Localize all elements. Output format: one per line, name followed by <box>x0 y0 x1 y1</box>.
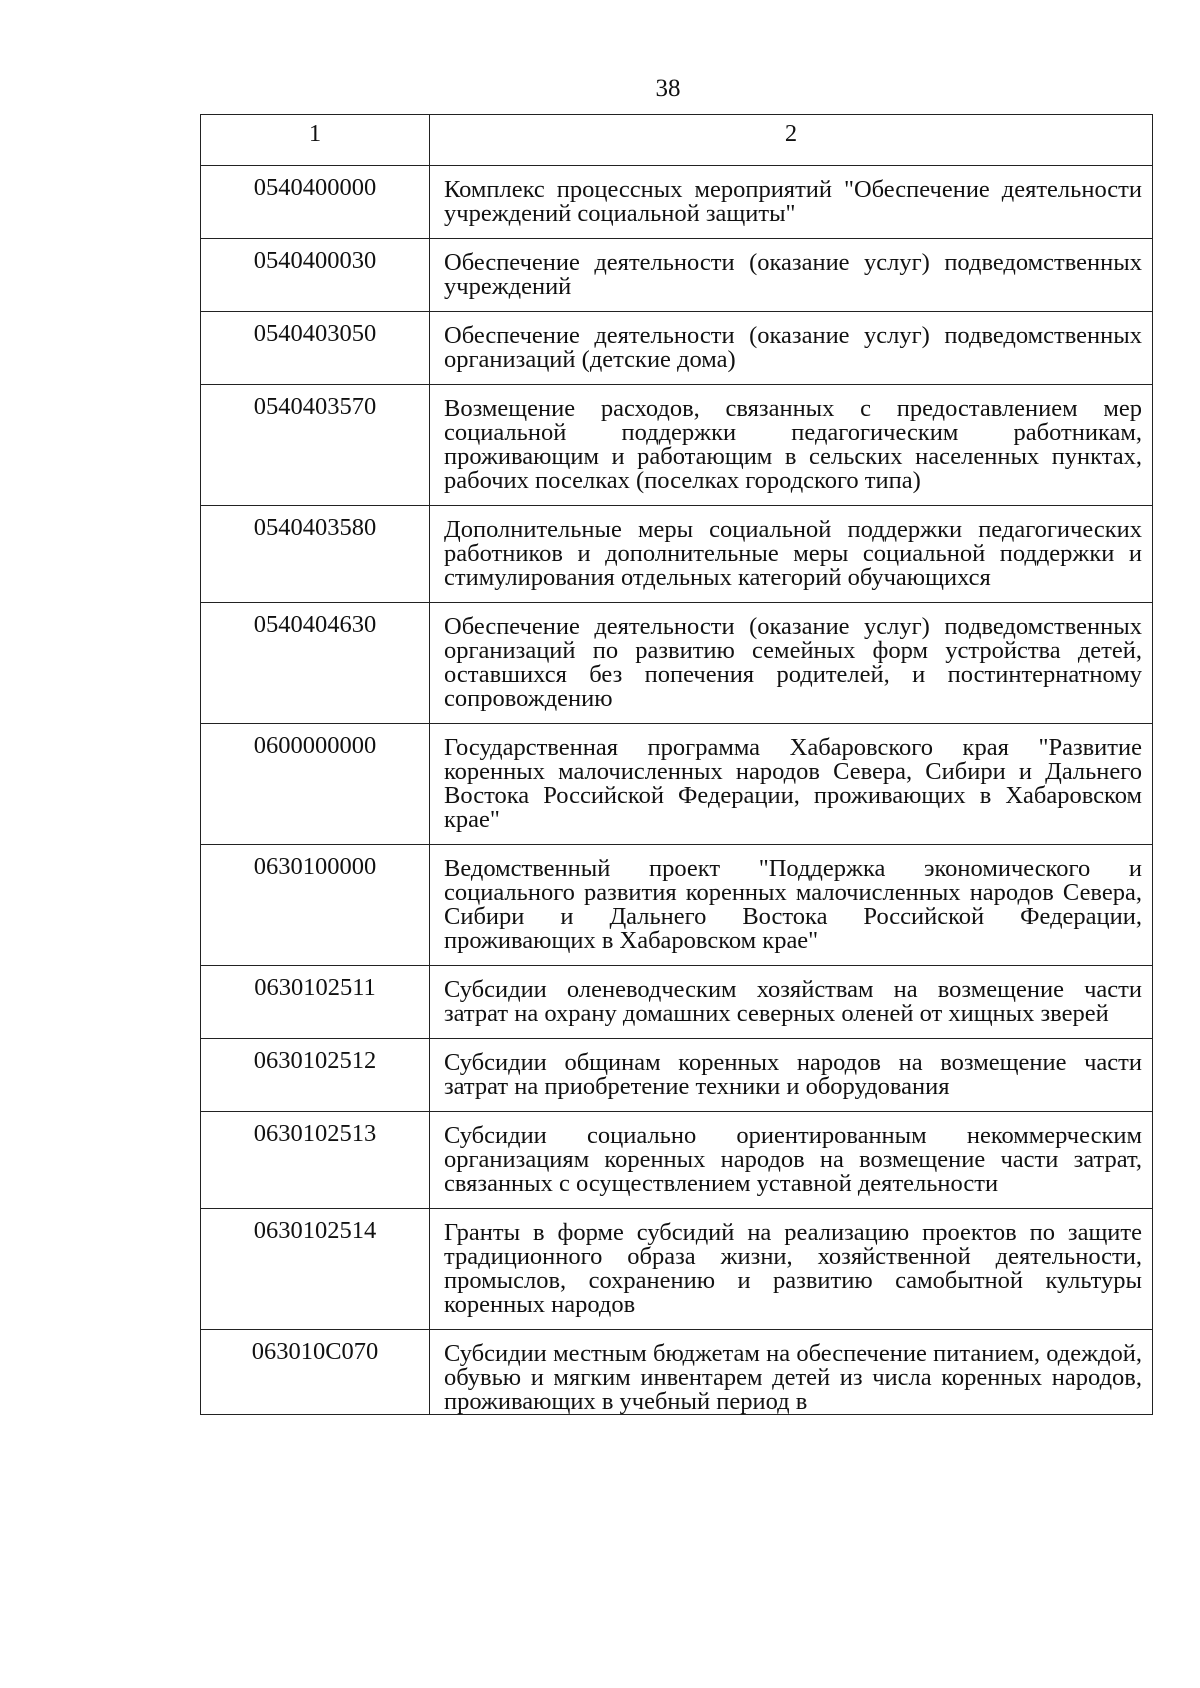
row-code: 0540403580 <box>201 506 430 603</box>
table-row <box>201 724 1153 845</box>
row-code: 0540400030 <box>201 239 430 312</box>
column-header-code: 1 <box>201 115 430 166</box>
row-description <box>430 845 1153 966</box>
table-row <box>201 1209 1153 1330</box>
row-description <box>430 1209 1153 1330</box>
row-description-text: Субсидии оленеводческим хозяйствам на возмещение части затрат на охрану домашних северных оленей от хищных зверей <box>444 976 1142 1027</box>
row-description-text: Обеспечение деятельности (оказание услуг) подведомственных учреждений <box>444 249 1142 300</box>
row-code: 0630102514 <box>201 1209 430 1330</box>
table-header-row <box>201 115 1153 166</box>
row-code: 0630102512 <box>201 1039 430 1112</box>
table-row <box>201 1112 1153 1209</box>
table-row <box>201 239 1153 312</box>
column-header-description: 2 <box>430 115 1153 166</box>
table-row <box>201 1330 1153 1415</box>
row-code: 063010С070 <box>201 1330 430 1415</box>
row-description <box>430 312 1153 385</box>
table-row <box>201 845 1153 966</box>
table-row <box>201 1039 1153 1112</box>
page-number: 38 <box>655 75 681 102</box>
row-description-text: Обеспечение деятельности (оказание услуг) подведомственных организаций по развитию семейных форм устройства детей, оставшихся без попечения родителей, и постинтернатному сопровождению <box>444 613 1142 712</box>
row-description-text: Государственная программа Хабаровского края "Развитие коренных малочисленных народов Севера, Сибири и Дальнего Востока Российской Федерации, проживающих в Хабаровском крае" <box>444 734 1142 833</box>
row-description-text: Субсидии местным бюджетам на обеспечение питанием, одеждой, обувью и мягким инвентарем детей из числа коренных народов, проживающих в учебный период в <box>444 1342 1142 1414</box>
row-description <box>430 166 1153 239</box>
row-description <box>430 239 1153 312</box>
table-row <box>201 385 1153 506</box>
row-description <box>430 385 1153 506</box>
row-code: 0540403050 <box>201 312 430 385</box>
table-row <box>201 506 1153 603</box>
row-description <box>430 724 1153 845</box>
table-row <box>201 966 1153 1039</box>
row-description <box>430 603 1153 724</box>
row-description <box>430 1330 1153 1415</box>
row-description-text: Дополнительные меры социальной поддержки педагогических работников и дополнительные меры социальной поддержки и стимулирования отдельных категорий обучающихся <box>444 516 1142 591</box>
row-description-text: Возмещение расходов, связанных с предоставлением мер социальной поддержки педагогическим работникам, проживающим и работающим в сельских населенных пунктах, рабочих поселках (поселках городского типа) <box>444 395 1142 494</box>
table-row <box>201 603 1153 724</box>
row-code: 0540404630 <box>201 603 430 724</box>
row-code: 0630100000 <box>201 845 430 966</box>
row-description-text: Гранты в форме субсидий на реализацию проектов по защите традиционного образа жизни, хозяйственной деятельности, промыслов, сохранению и развитию самобытной культуры коренных народов <box>444 1219 1142 1318</box>
row-description <box>430 1039 1153 1112</box>
table-row <box>201 312 1153 385</box>
row-code: 0630102513 <box>201 1112 430 1209</box>
row-description-text: Субсидии общинам коренных народов на возмещение части затрат на приобретение техники и оборудования <box>444 1049 1142 1100</box>
row-description-text: Ведомственный проект "Поддержка экономического и социального развития коренных малочисленных народов Севера, Сибири и Дальнего Востока Российской Федерации, проживающих в Хабаровском крае" <box>444 855 1142 954</box>
row-description <box>430 966 1153 1039</box>
row-description-text: Комплекс процессных мероприятий "Обеспечение деятельности учреждений социальной защиты" <box>444 176 1142 227</box>
row-code: 0600000000 <box>201 724 430 845</box>
row-code: 0540400000 <box>201 166 430 239</box>
row-description <box>430 506 1153 603</box>
row-code: 0540403570 <box>201 385 430 506</box>
row-description-text: Субсидии социально ориентированным некоммерческим организациям коренных народов на возмещение части затрат, связанных с осуществлением уставной деятельности <box>444 1122 1142 1197</box>
row-code: 0630102511 <box>201 966 430 1039</box>
row-description <box>430 1112 1153 1209</box>
budget-classification-table <box>200 114 1153 1415</box>
row-description-text: Обеспечение деятельности (оказание услуг) подведомственных организаций (детские дома) <box>444 322 1142 373</box>
table-row <box>201 166 1153 239</box>
